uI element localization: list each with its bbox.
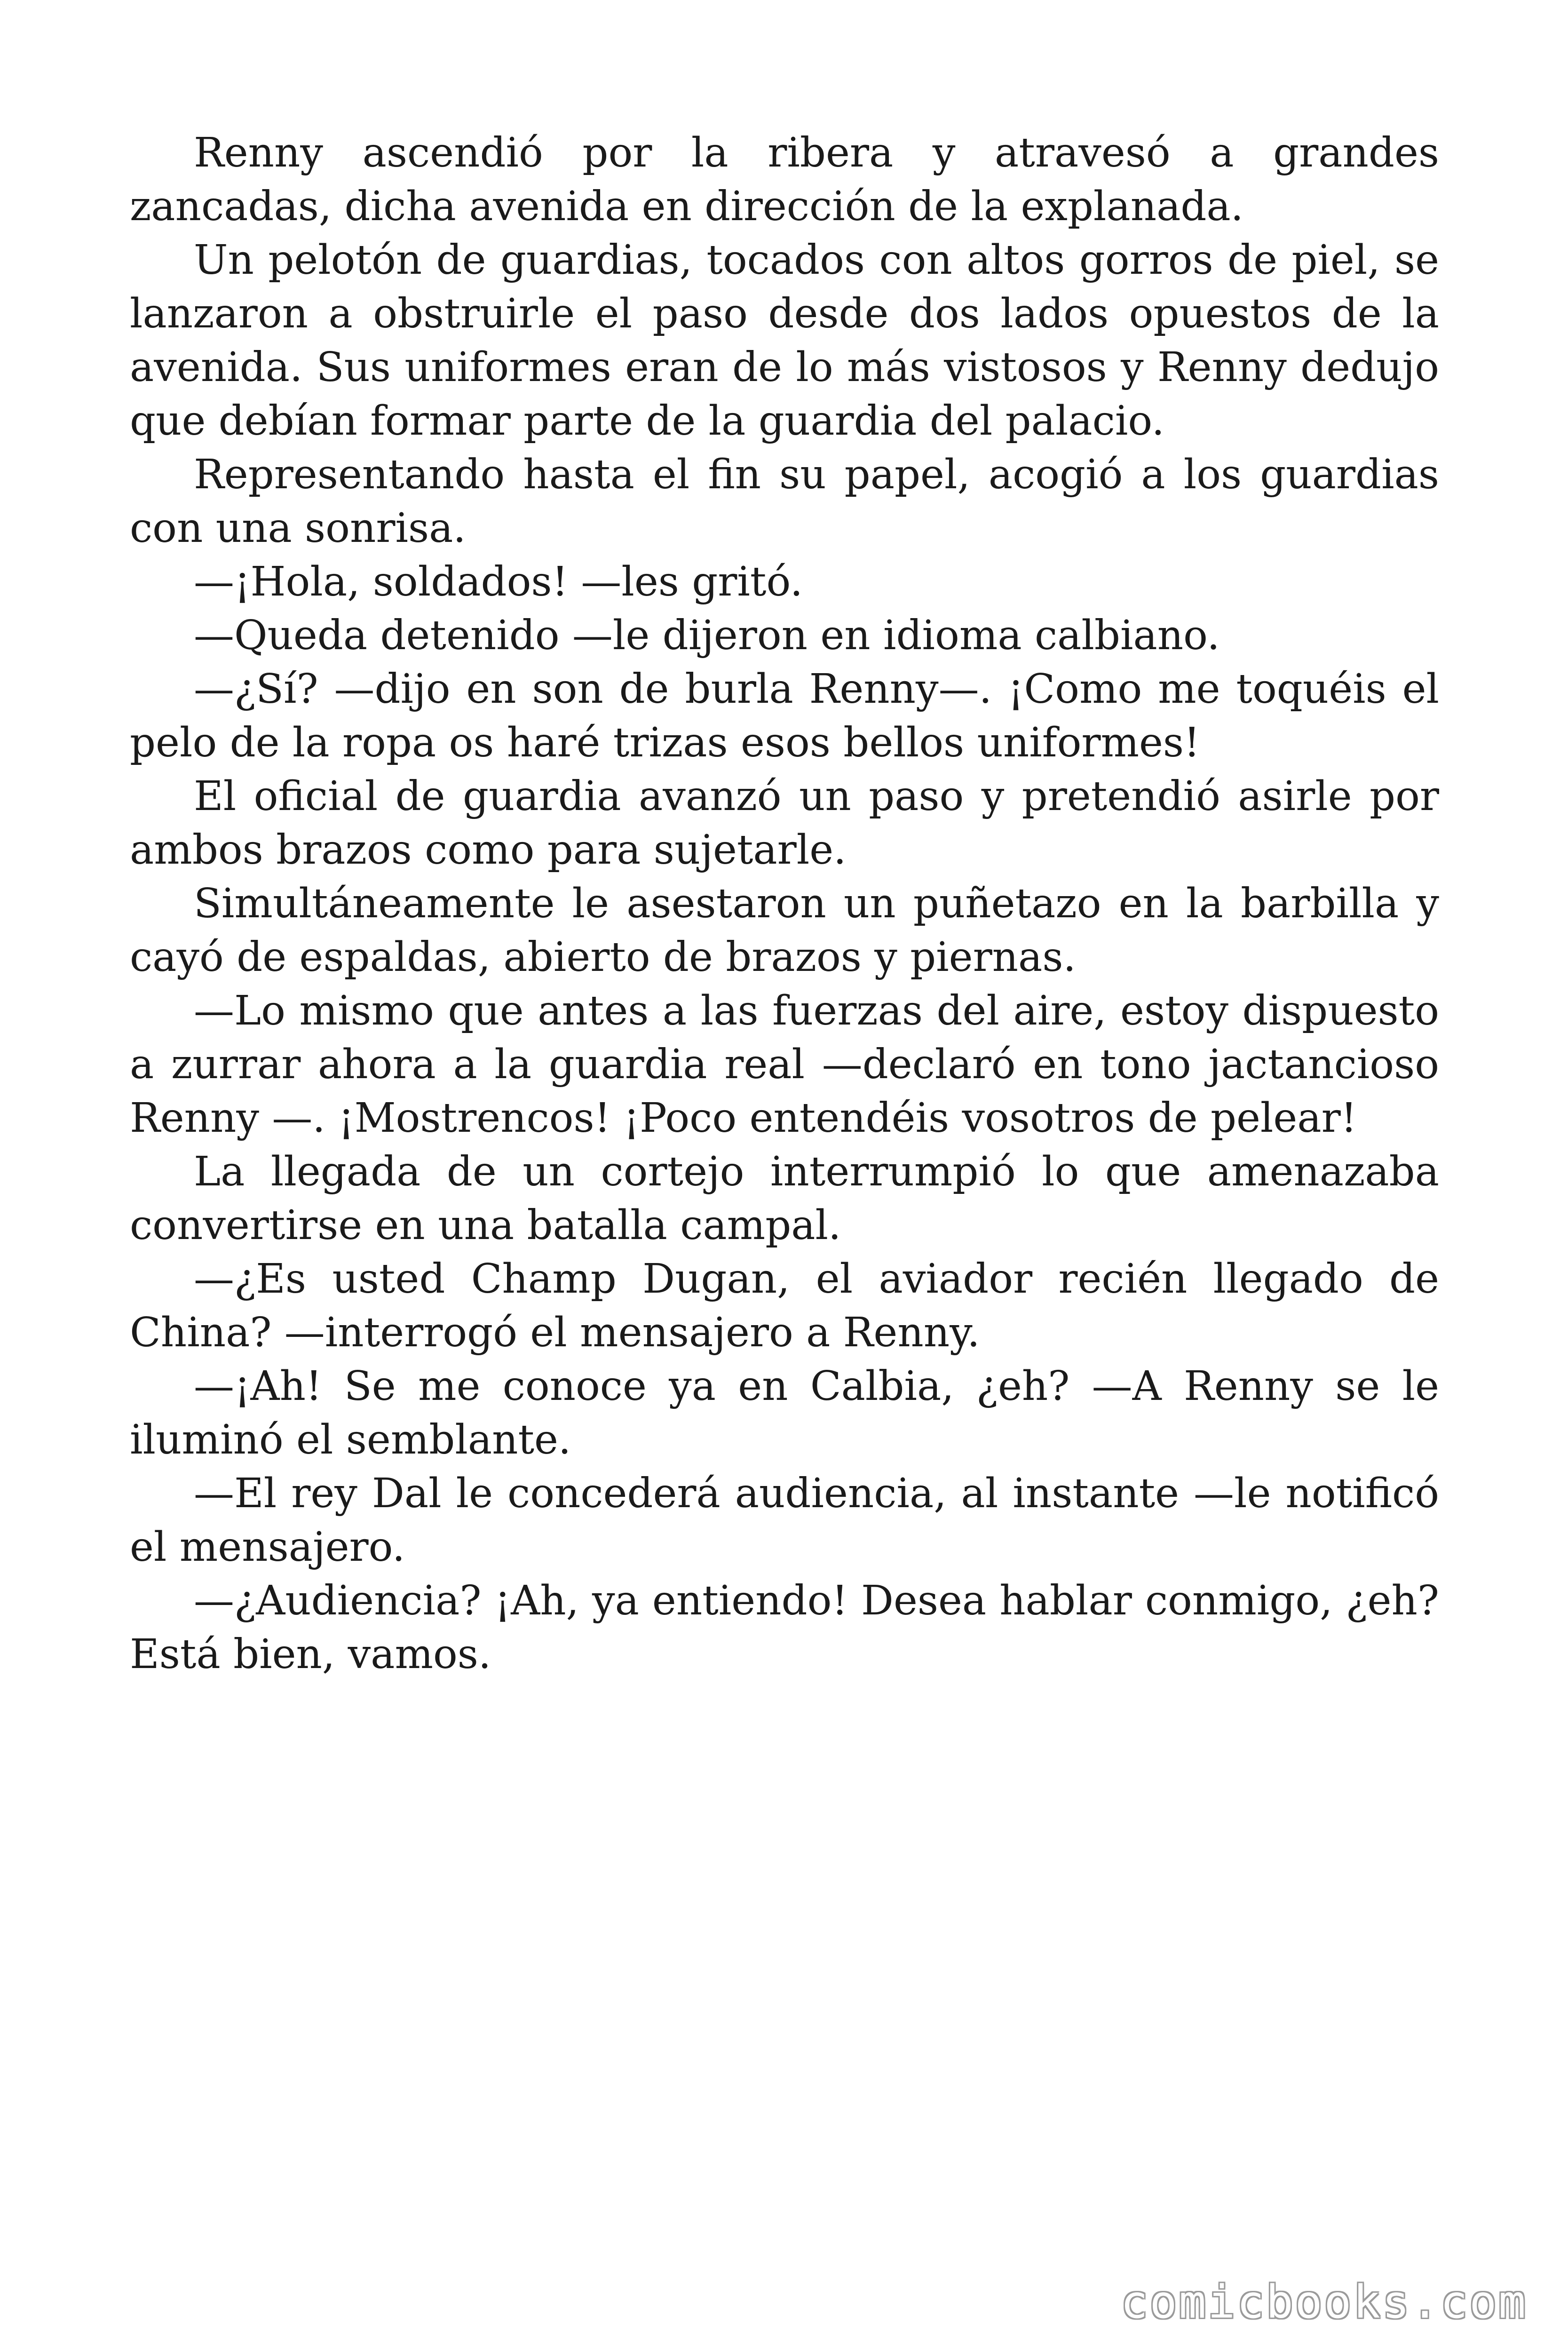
- paragraph: —¿Audiencia? ¡Ah, ya entiendo! Desea hablar conmigo, ¿eh? Está bien, vamos.: [130, 1577, 1439, 1678]
- paragraph: —¿Es usted Champ Dugan, el aviador recién llegado de China? —interrogó el mensajero a Renny.: [130, 1255, 1439, 1356]
- paragraph: —El rey Dal le concederá audiencia, al instante —le notificó el mensajero.: [130, 1470, 1439, 1571]
- paragraph: Representando hasta el fin su papel, acogió a los guardias con una sonrisa.: [130, 451, 1439, 552]
- paragraph: Un pelotón de guardias, tocados con altos gorros de piel, se lanzaron a obstruirle el paso desde dos lados opuestos de la avenida. Sus uniformes eran de lo más vistosos y Renny dedujo que debían formar parte de la guardia del palacio.: [130, 237, 1439, 445]
- paragraph: —¡Hola, soldados! —les gritó.: [194, 558, 803, 605]
- paragraph: —Queda detenido —le dijeron en idioma calbiano.: [194, 612, 1220, 659]
- body-text: [130, 126, 1439, 1681]
- paragraph: La llegada de un cortejo interrumpió lo que amenazaba convertirse en una batalla campal.: [130, 1148, 1439, 1249]
- paragraph: Simultáneamente le asestaron un puñetazo en la barbilla y cayó de espaldas, abierto de brazos y piernas.: [130, 880, 1439, 981]
- paragraph: —¿Sí? —dijo en son de burla Renny—. ¡Como me toquéis el pelo de la ropa os haré trizas esos bellos uniformes!: [130, 666, 1439, 766]
- watermark: comicbooks.com: [1120, 2276, 1528, 2328]
- paragraph: Renny ascendió por la ribera y atravesó a grandes zancadas, dicha avenida en dirección de la explanada.: [130, 129, 1439, 230]
- paragraph: —¡Ah! Se me conoce ya en Calbia, ¿eh? —A Renny se le iluminó el semblante.: [130, 1363, 1439, 1463]
- paragraph: —Lo mismo que antes a las fuerzas del aire, estoy dispuesto a zurrar ahora a la guardia real —declaró en tono jactancioso Renny —. ¡Mostrencos! ¡Poco entendéis vosotros de pelear!: [130, 987, 1439, 1142]
- paragraph: El oficial de guardia avanzó un paso y pretendió asirle por ambos brazos como para sujetarle.: [130, 773, 1439, 874]
